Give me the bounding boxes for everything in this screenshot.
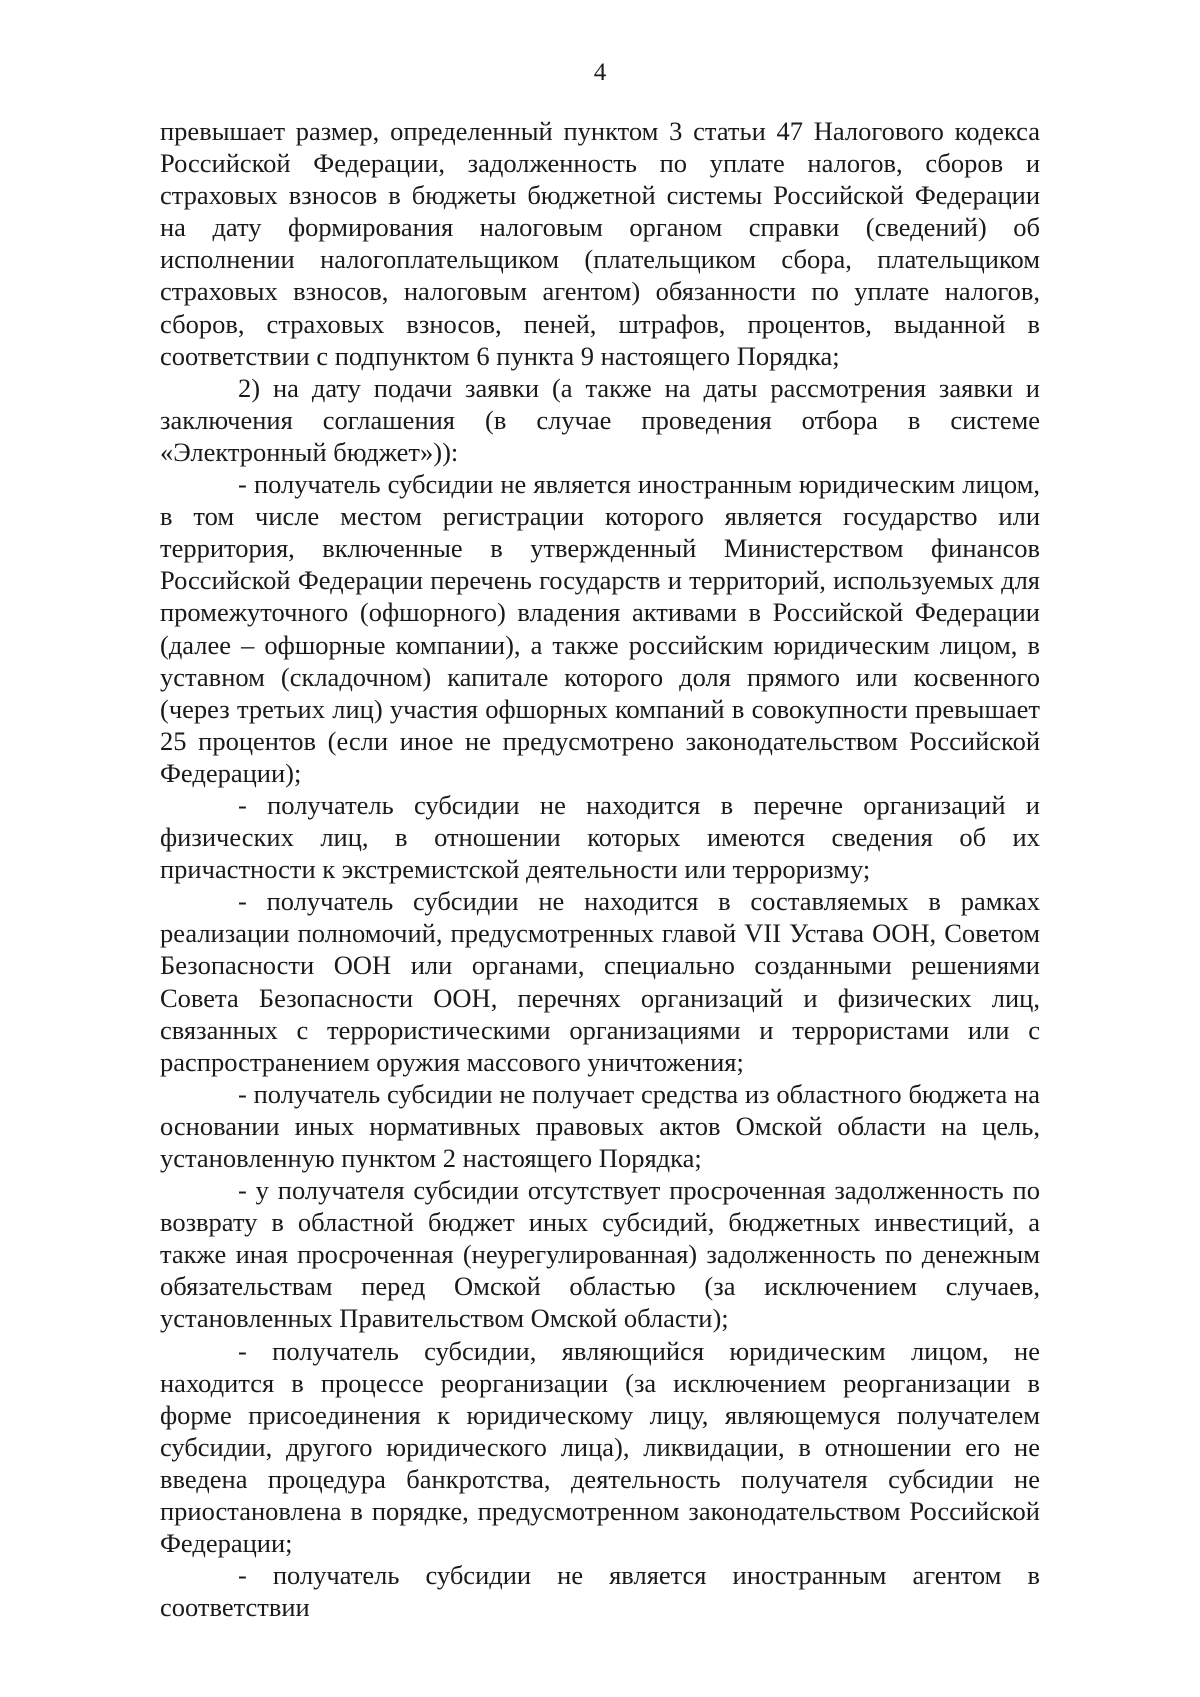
document-body: [160, 115, 1040, 1623]
paragraph-un-sanctions-condition: - получатель субсидии не находится в составляемых в рамках реализации полномочий, предусмотренных главой VII Устава ООН, Советом Безопасности ООН или органами, специально созданными решениями Совета Безопасности ООН, перечнях организаций и физических лиц, связанных с террористическими организациями и террористами или с распространением оружия массового уничтожения;: [160, 886, 1040, 1077]
paragraph-debt-condition: - у получателя субсидии отсутствует просроченная задолженность по возврату в областной бюджет иных субсидий, бюджетных инвестиций, а также иная просроченная (неурегулированная) задолженность по денежным обязательствам перед Омской областью (за исключением случаев, установленных Правительством Омской области);: [160, 1175, 1040, 1334]
paragraph-extremism-condition: - получатель субсидии не находится в перечне организаций и физических лиц, в отношении которых имеются сведения об их причастности к экстремистской деятельности или терроризму;: [160, 789, 1040, 885]
page-number: 4: [593, 59, 607, 86]
paragraph-continuation: превышает размер, определенный пунктом 3 статьи 47 Налогового кодекса Российской Федерации, задолженность по уплате налогов, сборов и страховых взносов в бюджеты бюджетной системы Российской Федерации на дату формирования налоговым органом справки (сведений) об исполнении налогоплательщиком (плательщиком сбора, плательщиком страховых взносов, налоговым агентом) обязанности по уплате налогов, сборов, страховых взносов, пеней, штрафов, процентов, выданной в соответствии с подпунктом 6 пункта 9 настоящего Порядка;: [160, 116, 1040, 371]
paragraph-foreign-agent-condition: - получатель субсидии не является иностранным агентом в соответствии: [160, 1560, 1040, 1623]
paragraph-other-funding-condition: - получатель субсидии не получает средства из областного бюджета на основании иных нормативных правовых актов Омской области на цель, установленную пунктом 2 настоящего Порядка;: [160, 1078, 1040, 1173]
paragraph-reorganization-condition: - получатель субсидии, являющийся юридическим лицом, не находится в процессе реорганизации (за исключением реорганизации в форме присоединения к юридическому лицу, являющемуся получателем субсидии, другого юридического лица), ликвидации, в отношении его не введена процедура банкротства, деятельность получателя субсидии не приостановлена в порядке, предусмотренном законодательством Российской Федерации;: [160, 1335, 1040, 1559]
paragraph-offshore-condition: - получатель субсидии не является иностранным юридическим лицом, в том числе местом регистрации которого является государство или территория, включенные в утвержденный Министерством финансов Российской Федерации перечень государств и территорий, используемых для промежуточного (офшорного) владения активами в Российской Федерации (далее – офшорные компании), а также российским юридическим лицом, в уставном (складочном) капитале которого доля прямого или косвенного (через третьих лиц) участия офшорных компаний в совокупности превышает 25 процентов (если иное не предусмотрено законодательством Российской Федерации);: [160, 469, 1040, 788]
paragraph-item-2: 2) на дату подачи заявки (а также на даты рассмотрения заявки и заключения соглашения (в случае проведения отбора в системе «Электронный бюджет»)):: [160, 372, 1040, 467]
